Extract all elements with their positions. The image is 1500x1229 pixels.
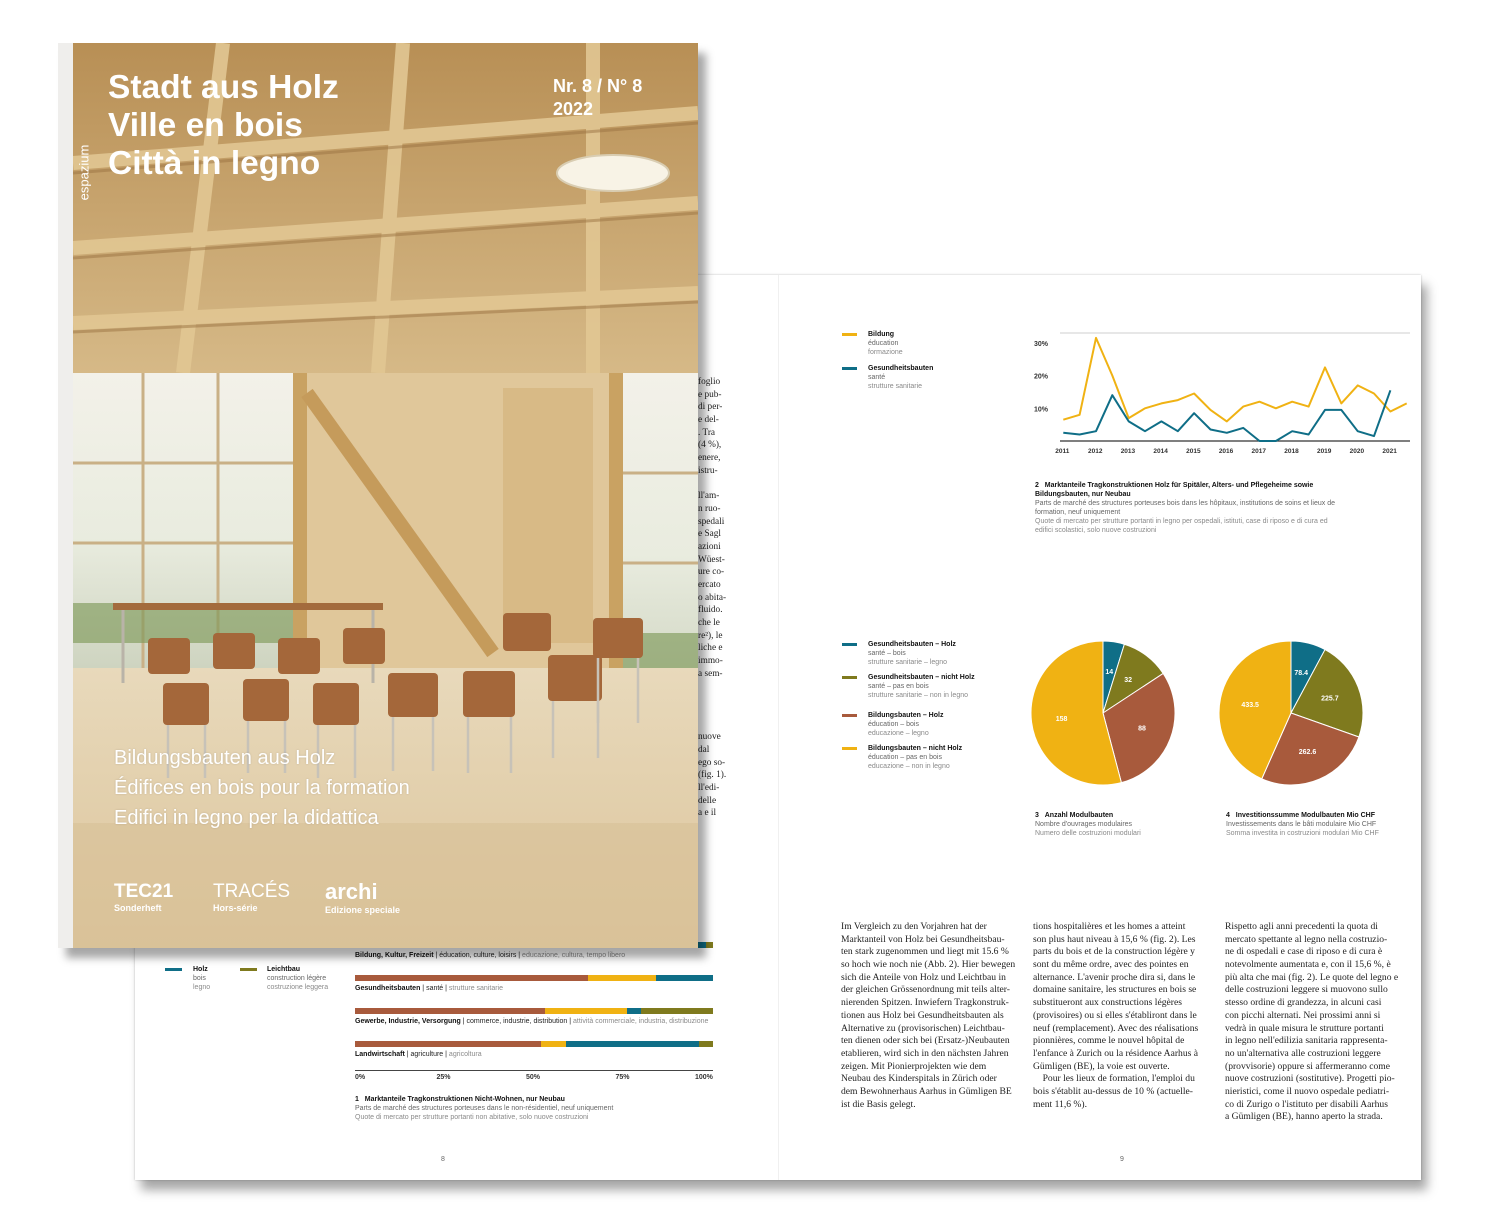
text-fragment-column (698, 376, 778, 820)
bar-row-label: Gesundheitsbauten | santé | strutture sanitarie (355, 985, 503, 992)
figure-2-caption (1035, 481, 1345, 535)
legend-label-de: Bildung (868, 331, 895, 338)
text-line: foglio (698, 377, 721, 387)
figure-1-caption (355, 1095, 775, 1122)
legend-label-it: strutture sanitarie – non in legno (868, 692, 969, 699)
row-label-it: agricoltura (448, 1051, 482, 1058)
x-tick-label: 2013 (1120, 448, 1136, 455)
caption-it: Somma investita in costruzioni modulari Mio CHF (1226, 830, 1379, 837)
text-line: ure co- (698, 567, 725, 578)
bar-row-label: Gewerbe, Industrie, Versorgung | commerce, industrie, distribution | attività commerciale, industria, distribuzione (355, 1018, 709, 1025)
text-line: Pour les lieux de formation, l'emploi du (1033, 1073, 1195, 1085)
x-tick-label: 2015 (1186, 448, 1201, 455)
legend-swatch-gesundheit (842, 367, 857, 370)
text-line: in legno nell'edilizia sanitaria rappresenta- (1225, 1035, 1388, 1047)
text-line: ego so- (698, 757, 726, 768)
caption-fr: Investissements dans le bâti modulaire Mio CHF (1226, 821, 1377, 828)
text-line: tionen aus Holz bei Gesundheitsbauten als (841, 1009, 1004, 1021)
series-line (1063, 338, 1406, 422)
espazium-logo (76, 135, 92, 205)
stacked-bar-chart (355, 925, 735, 1105)
text-line: e pub- (698, 389, 722, 400)
text-line: nierenden Spitzen. Inwiefern Tragkonstruk- (841, 997, 1009, 1009)
legend-label-it: legno (193, 984, 211, 991)
text-line (698, 693, 778, 706)
text-line (698, 478, 778, 491)
text-line: Marktanteil von Holz bei Gesundheitsbau- (841, 933, 1005, 945)
brand-text: espazium (76, 144, 92, 201)
caption-number: 1 (355, 1096, 359, 1103)
pie-slice-label: 88 (1138, 725, 1146, 733)
legend-label-de: Gesundheitsbauten – Holz (868, 641, 956, 648)
text-line: l'enfance à Zurich ou la résidence Aarhus à (1033, 1047, 1199, 1059)
caption-fr: Parts de marché des structures porteuses dans le non-résidentiel, neuf uniquement (355, 1105, 614, 1112)
text-line: notevolmente aumentata e, con il 15,6 %, è (1225, 959, 1391, 971)
issue-year: 2022 (553, 99, 594, 119)
x-tick-label: 100% (695, 1074, 713, 1081)
y-tick-label: 20% (1034, 373, 1049, 381)
text-line: ten stark zugenommen und liegt mit 15.6 % (841, 946, 1009, 958)
text-line: parts du bois et de la construction légère y (1033, 946, 1195, 958)
text-line: stesso ordine di grandezza, in alcuni casi (1225, 997, 1382, 1009)
caption-number: 4 (1226, 812, 1230, 819)
text-line: a e il (698, 808, 717, 819)
issue-number: Nr. 8 / N° 8 (553, 76, 643, 96)
text-line: di per- (698, 402, 723, 413)
text-line (698, 719, 778, 732)
row-label-it: educazione, cultura, tempo libero (522, 952, 626, 959)
bar-segment (545, 1008, 627, 1014)
text-line: ment 11,6 %). (1033, 1098, 1087, 1110)
bar-segment (706, 942, 713, 948)
legend-label-it: educazione – legno (868, 730, 929, 737)
legend-label-de: Gesundheitsbauten – nicht Holz (868, 674, 975, 681)
bar-row-label: Landwirtschaft | agriculture | agricoltura (355, 1051, 482, 1058)
text-line: e del- (698, 415, 719, 426)
bar-segment (541, 1041, 566, 1047)
row-label-fr: santé (426, 985, 444, 992)
row-label-it: strutture sanitarie (448, 985, 503, 992)
x-tick-label: 2011 (1055, 448, 1070, 455)
x-tick-label: 50% (526, 1074, 541, 1081)
legend-label-it: strutture sanitarie (868, 383, 923, 390)
legend-label-it: strutture sanitarie – legno (868, 659, 947, 666)
text-line: ll'am- (698, 491, 720, 502)
bar-segment (627, 1008, 641, 1014)
text-line: delle costruzioni leggere si muovono sullo (1225, 984, 1388, 996)
text-line: sont du même ordre, avec des pointes en (1033, 959, 1189, 971)
x-tick-label: 75% (615, 1074, 630, 1081)
text-line: immo- (698, 656, 723, 667)
series-line (1063, 390, 1390, 441)
legend-label-de: Leichtbau (267, 966, 301, 973)
text-line: e Sagl (698, 529, 721, 540)
text-line: pionnières, comme le nouvel hôpital de (1033, 1035, 1185, 1047)
text-line: tions hospitalières et les homes a atteint (1033, 921, 1186, 932)
legend-label-fr: santé – pas en bois (868, 683, 929, 690)
publisher-tec21 (114, 881, 173, 913)
text-line: . Tra (698, 427, 716, 438)
legend-label-de: Bildungsbauten – Holz (868, 712, 944, 719)
legend-entry (868, 744, 980, 771)
legend-swatch-bildung (842, 333, 857, 336)
x-tick-label: 2021 (1382, 448, 1397, 455)
bar-segment (641, 1008, 713, 1014)
text-line: ne di ospedali e case di riposo e di cura è (1225, 946, 1383, 958)
pie-slice-label: 14 (1105, 669, 1114, 677)
legend-label-it: educazione – non in legno (868, 763, 950, 770)
bar-segment (656, 975, 713, 981)
legend-label-fr: santé – bois (868, 650, 906, 657)
legend-entry (868, 711, 980, 738)
publisher-name: TRACÉS (213, 881, 291, 902)
publisher-name: TEC21 (114, 881, 174, 902)
pie-slice-label: 32 (1124, 677, 1132, 685)
text-line: a Gümligen (BE), hanno aperto la strada. (1225, 1111, 1383, 1123)
text-line: domaine sanitaire, les structures en bois se (1033, 984, 1197, 996)
text-line: dal (698, 744, 710, 755)
cover-left-strip (58, 43, 73, 948)
legend-label-it: formazione (868, 349, 903, 356)
text-line: son plus haut niveau à 15,6 % (fig. 2). Les (1033, 933, 1196, 945)
text-line: etablieren, wird sich in den nächsten Jahren (841, 1047, 1009, 1059)
row-label-fr: éducation, culture, loisirs (439, 952, 517, 959)
pie-slice-label: 262.6 (1298, 748, 1317, 756)
text-line: dem Bewohnerhaus Aarhus in Gümligen BE (841, 1085, 1012, 1097)
text-line: Neubau des Kinderspitals in Zürich oder (841, 1073, 997, 1085)
subtitle-fr: Édifices en bois pour la formation (114, 777, 410, 799)
text-line: nuove (698, 732, 721, 743)
caption-de: Anzahl Modulbauten (1044, 812, 1114, 819)
page-number-right: 9 (1120, 1156, 1124, 1163)
legend-swatch-holz (165, 968, 182, 971)
x-tick-label: 2019 (1316, 448, 1332, 455)
text-line: mercato spettante al legno nella costruzio- (1225, 933, 1388, 945)
bar-segment (566, 1041, 698, 1047)
title-de: Stadt aus Holz (108, 69, 339, 106)
legend-label-fr: construction légère (267, 975, 327, 982)
pie-slice-label: 158 (1055, 715, 1068, 723)
body-text-it (1225, 921, 1405, 1124)
legend-label-fr: éducation (868, 340, 899, 347)
figure-3-caption (1035, 811, 1215, 838)
text-line: (provisoires) ou si elles s'établiront dans le (1033, 1009, 1197, 1021)
text-line: (provvisorie) oppure si affermeranno come (1225, 1060, 1390, 1072)
row-label-it: attività commerciale, industria, distribuzione (573, 1018, 709, 1025)
caption-it: Quote di mercato per strutture portanti non abitative, solo nuove costruzioni (355, 1114, 589, 1121)
title-it: Città in legno (108, 145, 321, 182)
text-line: a sem- (698, 668, 723, 679)
legend-entry (868, 673, 980, 700)
bar-segment (355, 1008, 545, 1014)
x-tick-label: 2017 (1251, 448, 1267, 455)
caption-it: Numero delle costruzioni modulari (1035, 830, 1141, 837)
text-line: Gümligen (BE), la voie est ouverte. (1033, 1060, 1170, 1072)
text-line: Wüest- (698, 554, 725, 565)
legend-swatch (842, 643, 857, 646)
text-line: neuf (remplacement). Avec des réalisations (1033, 1022, 1199, 1034)
publisher-sub: Hors-série (213, 903, 258, 913)
publisher-sub: Sonderheft (114, 903, 162, 913)
text-line: che le (698, 618, 720, 629)
caption-de: Marktanteile Tragkonstruktionen Holz für Spitäler, Alters- und Pflegeheime sowie Bildungsbauten, nur Neubau (1035, 482, 1314, 498)
row-label-fr: commerce, industrie, distribution (466, 1018, 568, 1025)
bar-segment (588, 975, 656, 981)
text-line: n ruo- (698, 503, 721, 514)
pie-slice-label: 225.7 (1321, 695, 1339, 703)
row-label-de: Gesundheitsbauten (355, 985, 421, 992)
x-tick-label: 2012 (1087, 448, 1103, 455)
caption-fr: Nombre d'ouvrages modulaires (1035, 821, 1133, 828)
row-label-fr: agriculture (410, 1051, 444, 1058)
caption-de: Marktanteile Tragkonstruktionen Nicht-Wohnen, nur Neubau (364, 1096, 565, 1103)
y-tick-label: 10% (1034, 406, 1049, 414)
row-label-de: Gewerbe, Industrie, Versorgung (355, 1018, 461, 1025)
text-line (698, 681, 778, 694)
row-label-de: Landwirtschaft (355, 1051, 405, 1058)
text-line: o abita- (698, 592, 727, 603)
text-line: vedrà in quale misura le strutture portanti (1225, 1022, 1384, 1034)
text-line: con picchi alternati. Nei prossimi anni si (1225, 1009, 1381, 1021)
cover-title (108, 69, 339, 183)
x-axis-line (355, 1070, 713, 1071)
legend-swatch (842, 714, 857, 717)
legend-label-fr: bois (193, 975, 206, 982)
text-line: ten dienen oder sich bei (Ersatz-)Neubauten (841, 1035, 1010, 1047)
text-line: so hoch wie noch nie (Abb. 2). Hier bewegen (841, 959, 1016, 971)
text-line: azioni (698, 541, 721, 552)
text-line: sich die Anteile von Holz und Leichtbau in (841, 971, 1006, 983)
legend-label-de: Holz (193, 966, 208, 973)
text-line: liche e (698, 643, 723, 654)
legend-swatch (842, 676, 857, 679)
text-line: fluido. (698, 605, 723, 616)
line-chart (1030, 325, 1415, 465)
text-line: bois s'établit au-dessus de 10 % (actuelle- (1033, 1085, 1193, 1097)
text-line: re²), le (698, 630, 723, 641)
legend-entry (868, 640, 980, 667)
text-line: più alta che mai (fig. 2). Le quote del legno e (1225, 971, 1399, 983)
text-line: (fig. 1). (698, 770, 727, 781)
caption-number: 2 (1035, 482, 1039, 489)
publisher-traces (213, 881, 290, 913)
caption-it: Quote di mercato per strutture portanti in legno per ospedali, istituti, case di riposo e di cura ed edifici scolastici, solo nuove costruzioni (1035, 518, 1328, 534)
pie-chart-count (1030, 640, 1176, 786)
body-text-de (841, 921, 1021, 1111)
text-line: istru- (698, 465, 718, 476)
caption-de: Investitionssumme Modulbauten Mio CHF (1235, 812, 1375, 819)
text-line: nuove costruzioni (sostitutive). Progetti pio- (1225, 1073, 1395, 1085)
caption-fr: Parts de marché des structures porteuses bois dans les hôpitaux, institutions de soins et lieux de formation, neuf uniquement (1035, 500, 1335, 516)
issue-info (553, 75, 642, 121)
legend-label-fr: santé (868, 374, 886, 381)
x-tick-label: 2018 (1284, 448, 1299, 455)
pie-chart-investment (1218, 640, 1364, 786)
text-line: alternance. L'avenir proche dira si, dans le (1033, 971, 1196, 983)
pie-legend (842, 640, 982, 780)
text-line: zeigen. Mit Pionierprojekten wie dem (841, 1060, 987, 1072)
x-tick-label: 2014 (1153, 448, 1168, 455)
text-line: nieristici, come il nuovo ospedale pediatri- (1225, 1085, 1390, 1097)
magazine-cover (58, 43, 698, 948)
text-line: Alternative zu (provisorischen) Leichtbau- (841, 1022, 1005, 1034)
text-line: ll'edi- (698, 783, 720, 793)
subtitle-it: Edifici in legno per la didattica (114, 807, 379, 829)
title-fr: Ville en bois (108, 107, 303, 144)
bar-row-label: Bildung, Kultur, Freizeit | éducation, culture, loisirs | educazione, cultura, tempo libero (355, 952, 626, 959)
legend-label-fr: éducation – pas en bois (868, 754, 942, 761)
text-line: substitueront aux constructions légères (1033, 997, 1182, 1009)
pie-slice-label: 78.4 (1294, 670, 1309, 677)
bar-segment (699, 1041, 713, 1047)
subtitle-de: Bildungsbauten aus Holz (114, 747, 336, 769)
x-tick-label: 0% (355, 1074, 366, 1081)
row-label-de: Bildung, Kultur, Freizeit (355, 952, 434, 959)
text-line: Im Vergleich zu den Vorjahren hat der (841, 921, 987, 932)
legend-label-de: Gesundheitsbauten (868, 365, 934, 372)
legend-swatch-leichtbau (240, 968, 257, 971)
publisher-name: archi (325, 879, 378, 904)
text-line: ercato (698, 580, 721, 590)
legend-swatch (842, 747, 857, 750)
text-line: der gleichen Grössenordnung mit teils alter- (841, 984, 1010, 996)
page-number-left: 8 (441, 1156, 445, 1163)
text-line: no un'alternativa alle costruzioni leggere (1225, 1047, 1381, 1059)
text-line: spedali (698, 516, 725, 527)
cover-subtitle (114, 743, 410, 833)
pie-slice-label: 433.5 (1241, 701, 1259, 709)
body-text-fr (1033, 921, 1213, 1111)
bar-segment (355, 975, 588, 981)
legend-label-de: Bildungsbauten – nicht Holz (868, 745, 963, 752)
text-line: enere, (698, 453, 721, 464)
text-line: ist die Basis gelegt. (841, 1098, 916, 1110)
legend-label-fr: éducation – bois (868, 721, 919, 728)
figure-4-caption (1226, 811, 1416, 838)
x-tick-label: 25% (436, 1074, 451, 1081)
legend-label-it: costruzione leggera (267, 984, 329, 991)
caption-number: 3 (1035, 812, 1039, 819)
x-tick-label: 2016 (1218, 448, 1234, 455)
bar-segment (355, 1041, 541, 1047)
publisher-archi (325, 879, 400, 915)
text-line: delle (698, 795, 717, 806)
spread-fold (778, 275, 779, 1180)
text-line (698, 706, 778, 719)
text-line: (4 %), (698, 440, 722, 451)
text-line: co di Zurigo o l'istituto per disabili Aarhus (1225, 1098, 1388, 1110)
x-tick-label: 2020 (1349, 448, 1365, 455)
text-line: Rispetto agli anni precedenti la quota di (1225, 921, 1378, 932)
publisher-sub: Edizione speciale (325, 905, 401, 915)
y-tick-label: 30% (1034, 340, 1049, 348)
